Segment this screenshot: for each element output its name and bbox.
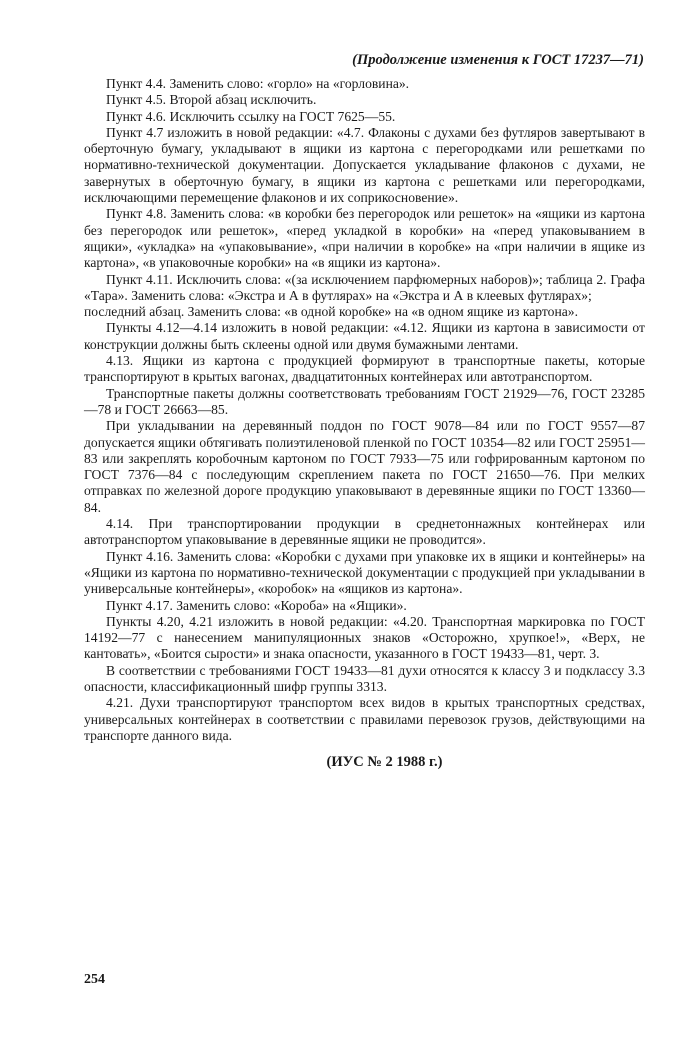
paragraph: Транспортные пакеты должны соответствовать требованиям ГОСТ 21929—76, ГОСТ 23285—78 и ГОСТ 26663—85. bbox=[84, 385, 645, 417]
paragraph: 4.13. Ящики из картона с продукцией формируют в транспортные пакеты, которые транспортируют в крытых вагонах, двадцатитонных контейнерах или автотранспортом. bbox=[84, 353, 645, 385]
paragraph: 4.21. Духи транспортируют транспортом всех видов в крытых транспортных средствах, универсальных контейнерах в соответствии с правилами перевозок грузов, действующими на транспорте данного вида. bbox=[84, 695, 645, 743]
source-citation: (ИУС № 2 1988 г.) bbox=[326, 754, 443, 771]
paragraph: В соответствии с требованиями ГОСТ 19433—81 духи относятся к классу 3 и подклассу 3.3 опасности, классификационный шифр группы 3313. bbox=[84, 662, 645, 694]
paragraph: Пункты 4.12—4.14 изложить в новой редакции: «4.12. Ящики из картона в зависимости от конструкции должны быть склеены одной или двумя бумажными лентами. bbox=[84, 320, 645, 352]
page-number: 254 bbox=[84, 972, 105, 987]
paragraph: Пункт 4.4. Заменить слово: «горло» на «горловина». bbox=[106, 76, 410, 91]
paragraph: Пункт 4.6. Исключить ссылку на ГОСТ 7625—55. bbox=[106, 108, 396, 124]
running-header: (Продолжение изменения к ГОСТ 17237—71) bbox=[352, 52, 644, 68]
paragraph: последний абзац. Заменить слова: «в одной коробке» на «в одном ящике из картона». bbox=[84, 304, 578, 320]
paragraph: Пункт 4.7 изложить в новой редакции: «4.7. Флаконы с духами без футляров завертывают в оберточную бумагу, укладывают в ящики из картона с перегородками или решетками по нормативно-технической документации. Допускается укладывание флаконов с духами, не завернутых в оберточную бумагу, в ящики из картона с решетками или перегородками, исключающими перемещение флаконов и их соприкосновение». bbox=[84, 124, 645, 206]
paragraph: 4.14. При транспортировании продукции в среднетоннажных контейнерах или автотранспортом упаковывание в деревянные ящики не проводится». bbox=[84, 516, 645, 548]
paragraph: Пункт 4.16. Заменить слова: «Коробки с духами при упаковке их в ящики и контейнеры» на «Ящики из картона по нормативно-технической документации с продукцией при укладывании в универсальные контейнеры», «коробок» на «ящиков из картона». bbox=[84, 548, 645, 597]
paragraph: Пункты 4.20, 4.21 изложить в новой редакции: «4.20. Транспортная маркировка по ГОСТ 14192—77 с нанесением манипуляционных знаков «Осторожно, хрупкое!», «Верх, не кантовать», «Боится сырости» и знака опасности, указанного в ГОСТ 19433—81, черт. 3. bbox=[84, 613, 645, 662]
paragraph: При укладывании на деревянный поддон по ГОСТ 9078—84 или по ГОСТ 9557—87 допускается ящики обтягивать полиэтиленовой пленкой по ГОСТ 10354—82 или ГОСТ 25951—83 или закреплять коробочным картоном по ГОСТ 7933—75 или гофрированным картоном по ГОСТ 7376—84 с последующим скреплением пакета по ГОСТ 21650—76. При мелких отправках по железной дороге продукцию упаковывают в деревянные ящики по ГОСТ 13360—84. bbox=[84, 418, 645, 515]
document-body bbox=[84, 76, 645, 770]
paragraph: Пункт 4.8. Заменить слова: «в коробки без перегородок или решеток» на «ящики из картона без перегородок или решеток», «перед укладкой в коробки» на «перед упаковыванием в ящики», «укладка» на «упаковывание», «при наличии в коробке» на «при наличии в ящике из картона», «в упаковочные коробки» на «в ящики из картона». bbox=[84, 206, 645, 271]
paragraph: Пункт 4.11. Исключить слова: «(за исключением парфюмерных наборов)»; таблица 2. Графа «Тара». Заменить слова: «Экстра и А в футлярах» на «Экстра и А в клеевых футлярах»; bbox=[84, 271, 645, 303]
paragraph: Пункт 4.17. Заменить слово: «Короба» на «Ящики». bbox=[106, 597, 407, 613]
paragraph: Пункт 4.5. Второй абзац исключить. bbox=[106, 92, 317, 108]
